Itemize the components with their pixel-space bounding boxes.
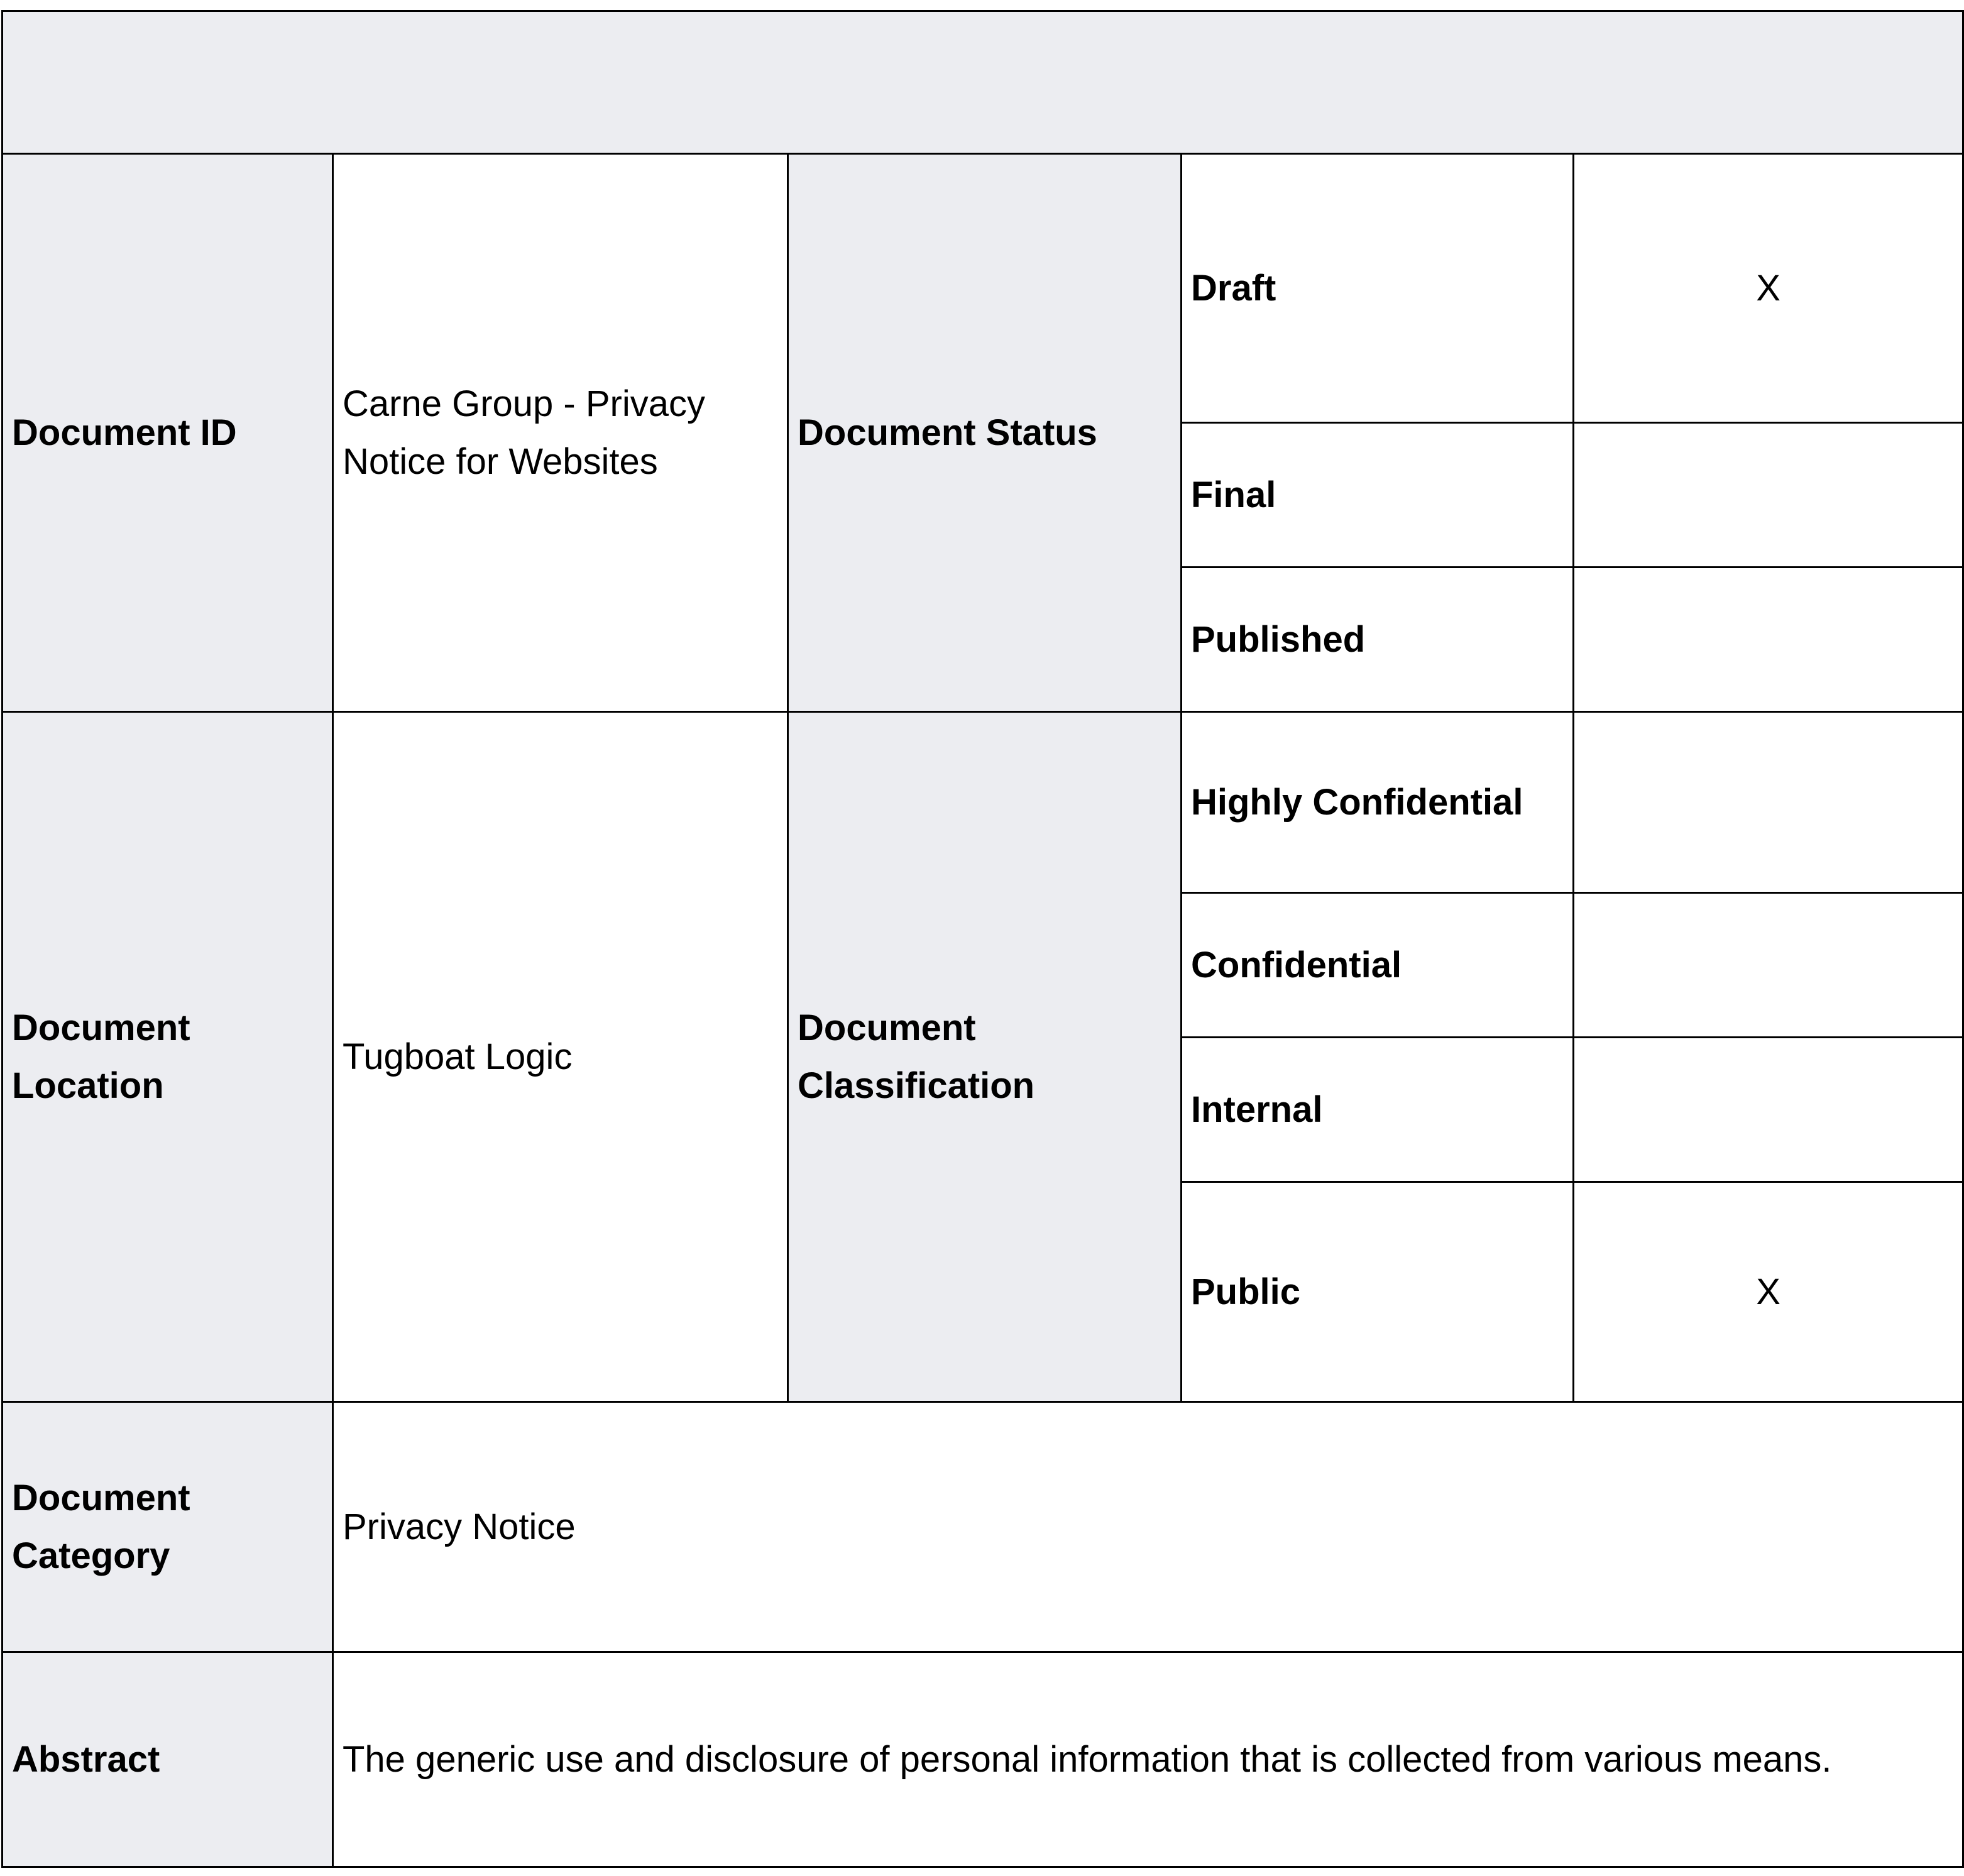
- classification-option-public: Public: [1182, 1182, 1574, 1402]
- abstract-label: Abstract: [3, 1652, 333, 1867]
- document-location-value: Tugboat Logic: [333, 712, 788, 1402]
- document-category-value: Privacy Notice: [333, 1402, 1963, 1652]
- classification-mark-internal: [1574, 1038, 1963, 1182]
- classification-row-highly-confidential: [3, 712, 1963, 893]
- classification-mark-highly-confidential: [1574, 712, 1963, 893]
- status-option-final: Final: [1182, 423, 1574, 568]
- document-status-label: Document Status: [788, 154, 1182, 712]
- status-mark-final: [1574, 423, 1963, 568]
- document-control-table: [1, 10, 1964, 1868]
- document-location-label: Document Location: [3, 712, 333, 1402]
- status-option-published: Published: [1182, 568, 1574, 712]
- header-row: [3, 11, 1963, 154]
- document-category-row: [3, 1402, 1963, 1652]
- abstract-row: [3, 1652, 1963, 1867]
- status-row-draft: [3, 154, 1963, 423]
- status-mark-published: [1574, 568, 1963, 712]
- classification-option-internal: Internal: [1182, 1038, 1574, 1182]
- header-cell: [3, 11, 1963, 154]
- document-id-value: Carne Group - Privacy Notice for Websites: [333, 154, 788, 712]
- document-id-label: Document ID: [3, 154, 333, 712]
- classification-mark-confidential: [1574, 893, 1963, 1038]
- status-mark-draft: X: [1574, 154, 1963, 423]
- classification-option-confidential: Confidential: [1182, 893, 1574, 1038]
- status-option-draft: Draft: [1182, 154, 1574, 423]
- classification-mark-public: X: [1574, 1182, 1963, 1402]
- classification-option-highly-confidential: Highly Confidential: [1182, 712, 1574, 893]
- document-classification-label: Document Classification: [788, 712, 1182, 1402]
- abstract-value: The generic use and disclosure of personal information that is collected from various means.: [333, 1652, 1963, 1867]
- document-category-label: Document Category: [3, 1402, 333, 1652]
